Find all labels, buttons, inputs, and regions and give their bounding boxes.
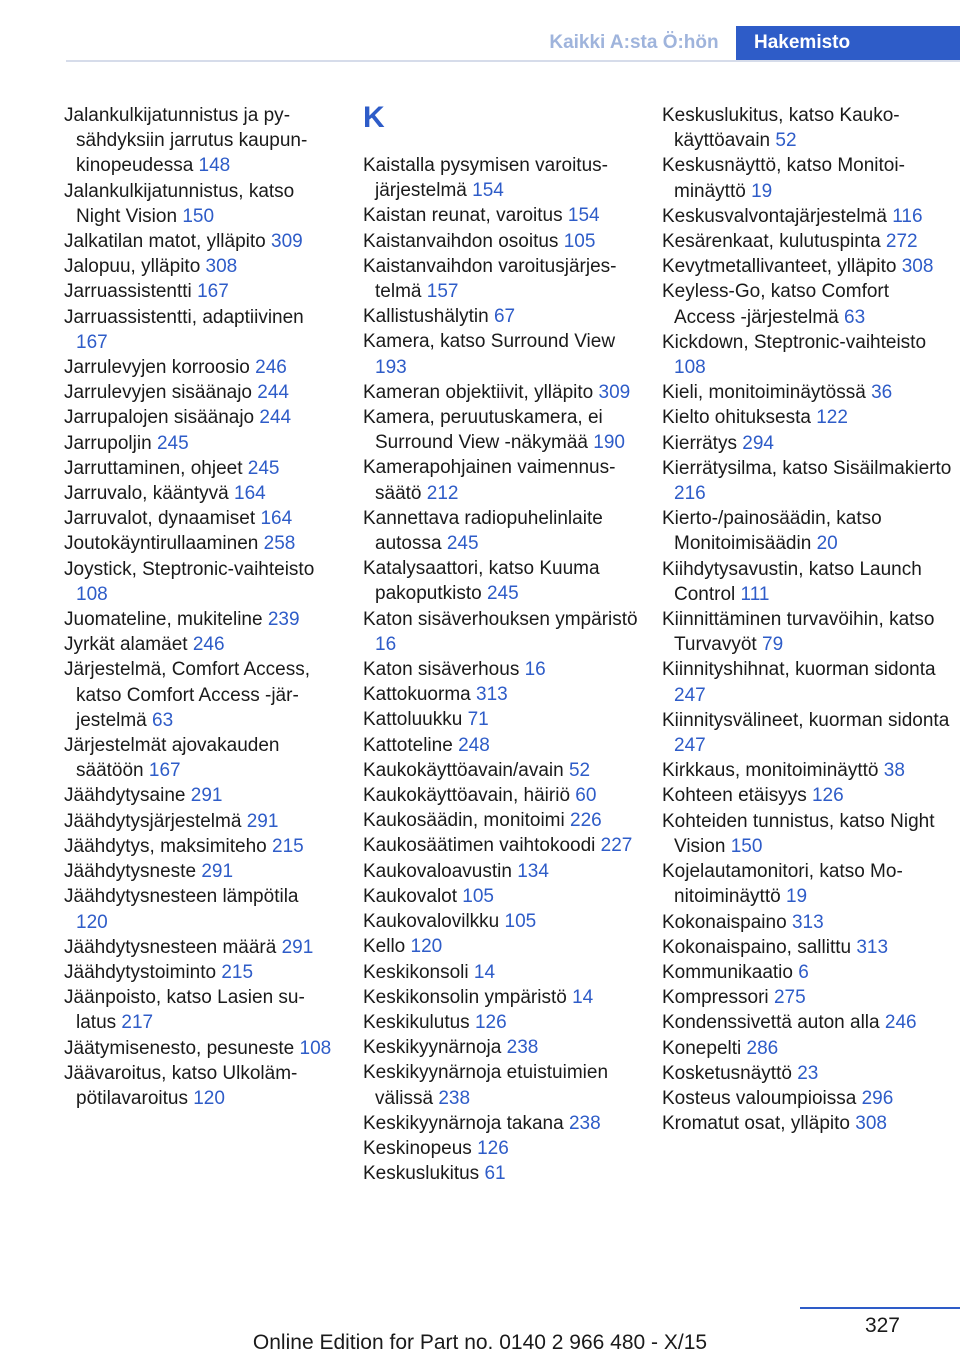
index-entry-text: Katon sisäverhous — [363, 659, 520, 681]
index-entry-text: Kesärenkaat, kulutuspinta — [662, 231, 881, 253]
index-entry-text: Järjestelmät ajovakauden säätöön — [64, 735, 280, 782]
index-page-link[interactable]: 148 — [198, 155, 231, 177]
index-page-link[interactable]: 291 — [246, 810, 279, 832]
index-entry-text: Jyrkät alamäet — [64, 634, 188, 656]
index-column-2 — [363, 103, 648, 1186]
index-entry-text: Keskikonsoli — [363, 961, 469, 983]
index-entry — [662, 456, 954, 506]
index-entry — [64, 229, 334, 254]
index-page-link[interactable]: 167 — [148, 760, 181, 782]
index-entry-text: Kaukokäyttöavain, häiriö — [363, 785, 571, 807]
index-entry — [64, 834, 334, 859]
index-page-link[interactable]: 126 — [811, 785, 844, 807]
index-entry — [662, 960, 954, 985]
index-entry-text: Kannettava radiopuhelinlaite autossa — [363, 507, 603, 555]
index-entry — [662, 103, 954, 153]
index-letter-heading: K — [363, 101, 385, 134]
section-tab[interactable]: Kaikki A:sta Ö:hön — [549, 32, 719, 53]
index-entry — [662, 910, 954, 935]
index-page-link[interactable]: 215 — [272, 835, 304, 857]
index-entry — [64, 456, 334, 481]
index-entry-text: Kokonaispaino — [662, 911, 787, 933]
index-entry — [363, 254, 648, 304]
index-page-link[interactable]: 244 — [259, 407, 292, 429]
footer-divider — [800, 1307, 960, 1309]
index-page-link[interactable]: 245 — [486, 583, 519, 605]
index-entry — [363, 1136, 648, 1161]
index-page-link[interactable]: 120 — [193, 1087, 225, 1109]
index-page-link[interactable]: 272 — [885, 231, 918, 253]
index-page-link[interactable]: 105 — [563, 230, 596, 252]
index-page-link[interactable]: 126 — [474, 1011, 507, 1033]
index-page-link[interactable]: 150 — [182, 205, 215, 227]
index-entry-text: Jäähdytysaine — [64, 785, 186, 807]
index-entry-text: Kattoteline — [363, 734, 453, 756]
index-entry — [662, 1061, 954, 1086]
index-page-link[interactable]: 16 — [524, 659, 546, 681]
index-entry — [64, 733, 334, 783]
index-entry — [363, 380, 648, 405]
index-entry — [64, 305, 334, 355]
index-entry-text: Kaistalla pysymisen varoitusjärjestelmä — [363, 155, 608, 202]
index-entry-text: Kromatut osat, ylläpito — [662, 1113, 850, 1135]
index-page-link[interactable]: 238 — [506, 1037, 539, 1059]
index-entry-text: Keskusnäyttö, katso Monitoiminäyttö — [662, 155, 905, 202]
index-page-link[interactable]: 105 — [462, 885, 494, 907]
index-page-link[interactable]: 120 — [410, 936, 443, 958]
index-page-link[interactable]: 16 — [375, 633, 397, 655]
index-page-link[interactable]: 108 — [299, 1037, 332, 1059]
index-entry — [64, 405, 334, 430]
index-page-link[interactable]: 19 — [785, 886, 808, 908]
index-entry — [64, 481, 334, 506]
index-entry-text: Jäätymisenesto, pesuneste — [64, 1037, 295, 1059]
index-entry — [64, 431, 334, 456]
index-entry — [64, 632, 334, 657]
index-entry-text: Kosketusnäyttö — [662, 1062, 792, 1084]
index-entry — [662, 380, 954, 405]
index-entry-text: Keskikyynärnoja takana — [363, 1112, 564, 1134]
index-page-link[interactable]: 238 — [438, 1087, 471, 1109]
index-page-link[interactable]: 308 — [205, 256, 238, 278]
index-entry — [64, 960, 334, 985]
index-entry — [662, 431, 954, 456]
index-page-link[interactable]: 245 — [446, 533, 479, 555]
index-page-link[interactable]: 226 — [570, 810, 602, 832]
index-page-link[interactable]: 246 — [255, 357, 287, 379]
index-page-link[interactable]: 193 — [375, 356, 407, 378]
index-entry — [363, 1060, 648, 1110]
index-entry-text: Jarrupalojen sisäänajo — [64, 407, 255, 429]
index-entry-text: Kamera, katso Surround View — [363, 331, 616, 353]
index-page-link[interactable]: 244 — [257, 382, 289, 404]
index-page-link[interactable]: 190 — [593, 432, 625, 454]
index-entry-text: Kaistanvaihdon varoitusjärjestelmä — [363, 255, 617, 303]
index-entry-text: Jalankulkijatunnistus, katso Night Vision — [64, 180, 295, 227]
index-entry-text: Juomateline, mukiteline — [64, 609, 263, 631]
index-entry-text: Kaistanvaihdon osoitus — [363, 230, 559, 252]
index-page-link[interactable]: 134 — [517, 860, 549, 882]
header-divider — [66, 60, 960, 62]
index-page-link[interactable]: 157 — [426, 281, 459, 303]
index-entry-text: Jäähdytysnesteen lämpötila — [64, 886, 299, 908]
index-entry — [662, 1010, 954, 1035]
index-page-link[interactable]: 246 — [884, 1012, 917, 1034]
index-page-link[interactable]: 120 — [76, 911, 108, 933]
index-page-link[interactable]: 275 — [773, 987, 806, 1009]
index-entry-text: Kallistushälytin — [363, 306, 489, 328]
index-page-link[interactable]: 108 — [76, 583, 108, 605]
index-entry-text: Keskikyynärnoja — [363, 1037, 502, 1059]
index-entry-text: Katon sisäverhouksen ympäristö — [363, 608, 638, 630]
index-page-link[interactable]: 52 — [568, 759, 591, 781]
index-entry-text: Jäähdytystoiminto — [64, 961, 217, 983]
index-entry — [64, 355, 334, 380]
index-page-link[interactable]: 309 — [271, 231, 303, 253]
index-entry — [363, 682, 648, 707]
index-entry — [363, 985, 648, 1010]
index-entry — [363, 909, 648, 934]
index-entry — [662, 204, 954, 229]
index-entry-text: Kameran objektiivit, ylläpito — [363, 381, 594, 403]
index-column-1 — [64, 103, 334, 1111]
index-entry-text: Kiinnittäminen turvavöihin, katso Turvavyöt — [662, 609, 935, 656]
index-entry — [64, 607, 334, 632]
index-page-link[interactable]: 296 — [861, 1087, 894, 1109]
index-entry — [662, 229, 954, 254]
index-page-link[interactable]: 111 — [740, 583, 770, 605]
index-entry-text: Jäähdytysjärjestelmä — [64, 810, 242, 832]
index-page-link[interactable]: 247 — [674, 684, 706, 706]
index-entry-text: Jäävaroitus, katso Ulkolämpötilavaroitus — [64, 1062, 298, 1109]
index-entry — [64, 1061, 334, 1111]
index-page-link[interactable]: 122 — [816, 407, 848, 429]
index-entry-text: Kompressori — [662, 987, 769, 1009]
index-entry-text: Kiihdytysavustin, katso Launch Control — [662, 558, 922, 605]
index-page-link[interactable]: 215 — [221, 961, 254, 983]
index-entry-text: Jarruassistentti, adaptiivinen — [64, 306, 304, 328]
index-entry-text: Keskuslukitus — [363, 1163, 480, 1185]
index-entry-text: Keskinopeus — [363, 1137, 472, 1159]
index-page-link[interactable]: 238 — [568, 1112, 601, 1134]
index-page-link[interactable]: 291 — [281, 936, 314, 958]
index-entry — [363, 506, 648, 556]
index-entry — [363, 833, 648, 858]
index-page-link[interactable]: 14 — [473, 961, 496, 983]
index-page-link[interactable]: 291 — [190, 785, 223, 807]
index-page-link[interactable]: 291 — [201, 861, 234, 883]
index-entry — [662, 330, 954, 380]
index-entry — [64, 935, 334, 960]
index-entry — [363, 934, 648, 959]
index-entry — [64, 809, 334, 834]
index-entry-text: Kierto-/painosäädin, katso Monitoimisäädin — [662, 508, 882, 555]
index-entry-text: Kosteus valoumpioissa — [662, 1087, 857, 1109]
index-entry — [64, 103, 334, 179]
index-entry — [64, 557, 334, 607]
index-entry-text: Kaukovalovilkku — [363, 911, 500, 933]
index-entry — [662, 657, 954, 707]
index-page-link[interactable]: 258 — [263, 533, 296, 555]
index-entry — [363, 1010, 648, 1035]
index-page-link[interactable]: 313 — [791, 911, 824, 933]
index-entry — [363, 556, 648, 606]
index-entry-text: Kirkkaus, monitoiminäyttö — [662, 760, 879, 782]
index-entry — [662, 557, 954, 607]
index-entry-text: Keyless-Go, katso Comfort Access -järjestelmä — [662, 281, 890, 328]
index-page-link[interactable]: 79 — [762, 634, 784, 656]
index-entry — [662, 859, 954, 909]
index-entry-text: Kevytmetallivanteet, ylläpito — [662, 256, 897, 278]
index-entry-text: Kaukosäätimen vaihtokoodi — [363, 835, 596, 857]
index-page-link[interactable]: 154 — [472, 180, 504, 202]
index-entry-text: Jarrulevyjen sisäänajo — [64, 382, 252, 404]
index-entry-text: Kommunikaatio — [662, 961, 793, 983]
index-entry-text: Jäänpoisto, katso Lasien sulatus — [64, 987, 305, 1034]
index-page-link[interactable]: 19 — [751, 180, 773, 202]
index-entry — [64, 531, 334, 556]
index-entry — [662, 758, 954, 783]
page-number: 327 — [864, 1314, 900, 1337]
index-page-link[interactable]: 313 — [856, 936, 889, 958]
index-page-link[interactable]: 36 — [871, 382, 893, 404]
index-entry — [662, 1086, 954, 1111]
index-entry-text: Kieli, monitoiminäytössä — [662, 382, 866, 404]
index-entry-text: Keskikonsolin ympäristö — [363, 986, 567, 1008]
index-page-link[interactable]: 164 — [234, 483, 266, 505]
index-page-link[interactable]: 212 — [426, 482, 459, 504]
index-entry — [363, 733, 648, 758]
edition-text: Online Edition for Part no. 0140 2 966 480 - X/15 — [252, 1331, 708, 1354]
index-entry — [662, 708, 954, 758]
index-page-link[interactable]: 23 — [797, 1062, 819, 1084]
index-page-link[interactable]: 6 — [798, 961, 809, 983]
index-page-link[interactable]: 38 — [883, 760, 905, 782]
index-entry — [662, 1036, 954, 1061]
index-entry — [64, 254, 334, 279]
index-entry — [363, 229, 648, 254]
index-page-link[interactable]: 67 — [493, 306, 516, 328]
index-entry — [363, 607, 648, 657]
index-entry — [363, 758, 648, 783]
index-entry-text: Keskuslukitus, katso Kaukokäyttöavain — [662, 105, 900, 152]
index-entry — [64, 279, 334, 304]
index-entry-text: Joystick, Steptronic-vaihteisto — [64, 558, 315, 580]
index-page-link[interactable]: 116 — [892, 205, 923, 227]
index-entry-text: Kaukovalot — [363, 885, 458, 907]
index-page-link[interactable]: 248 — [458, 734, 490, 756]
index-page-link[interactable]: 167 — [76, 331, 108, 353]
index-page-link[interactable]: 245 — [156, 432, 189, 454]
index-page-link[interactable]: 52 — [775, 130, 797, 152]
index-entry-text: Keskusvalvontajärjestelmä — [662, 205, 887, 227]
index-entry — [64, 884, 334, 934]
index-page-link[interactable]: 20 — [816, 533, 838, 555]
index-entry-text: Kamerapohjainen vaimennussäätö — [363, 457, 616, 504]
index-entry — [662, 985, 954, 1010]
index-entry-text: Jalopuu, ylläpito — [64, 256, 201, 278]
index-entry — [363, 657, 648, 682]
index-entry-text: Jäähdytysnesteen määrä — [64, 936, 277, 958]
index-entry — [363, 783, 648, 808]
index-entry — [363, 304, 648, 329]
index-page-link[interactable]: 14 — [572, 986, 594, 1008]
index-tab[interactable]: Hakemisto — [736, 26, 960, 60]
index-page-link[interactable]: 61 — [484, 1163, 506, 1185]
index-column-3 — [662, 103, 954, 1136]
index-page-link[interactable]: 63 — [152, 709, 174, 731]
index-entry — [363, 455, 648, 505]
index-page-link[interactable]: 60 — [575, 785, 597, 807]
index-page-link[interactable]: 227 — [600, 835, 633, 857]
index-entry-text: Kohteen etäisyys — [662, 785, 807, 807]
index-entry-text: Kierrätys — [662, 432, 737, 454]
index-page-link[interactable]: 217 — [121, 1012, 154, 1034]
index-page-link[interactable]: 245 — [247, 457, 280, 479]
index-entry-text: Kojelautamonitori, katso Monitoiminäyttö — [662, 861, 903, 908]
index-entry — [363, 859, 648, 884]
index-entry — [363, 153, 648, 203]
index-entry — [363, 707, 648, 732]
index-entry — [363, 1161, 648, 1186]
index-entry-text: Järjestelmä, Comfort Access, katso Comfort Access -järjestelmä — [64, 659, 311, 731]
index-page-link[interactable]: 154 — [567, 205, 600, 227]
index-entry-text: Jarruvalo, kääntyvä — [64, 483, 229, 505]
index-page-link[interactable]: 71 — [467, 709, 489, 731]
index-entry — [363, 884, 648, 909]
index-entry-text: Konepelti — [662, 1037, 742, 1059]
index-page-link[interactable]: 309 — [598, 381, 631, 403]
index-page-link[interactable]: 294 — [742, 432, 774, 454]
index-entry-text: Kokonaispaino, sallittu — [662, 936, 852, 958]
index-entry-text: Jarrulevyjen korroosio — [64, 357, 250, 379]
index-entry — [363, 203, 648, 228]
index-entry-text: Kaistan reunat, varoitus — [363, 205, 563, 227]
index-entry — [662, 607, 954, 657]
index-entry-text: Keskikyynärnoja etuistuimien välissä — [363, 1062, 609, 1109]
index-entry — [662, 254, 954, 279]
index-entry-text: Kiinnityshihnat, kuorman sidonta — [662, 659, 936, 681]
index-page-link[interactable]: 246 — [192, 634, 225, 656]
index-entry-text: Jarruassistentti — [64, 281, 192, 303]
index-entry — [64, 657, 334, 733]
index-entry-text: Jäähdytysneste — [64, 861, 197, 883]
index-entry-text: Jalkatilan matot, ylläpito — [64, 231, 266, 253]
index-page-link[interactable]: 164 — [260, 508, 293, 530]
index-entry — [363, 1111, 648, 1136]
index-entry — [662, 935, 954, 960]
index-entry-text: Kiinnitysvälineet, kuorman sidonta — [662, 709, 950, 731]
index-entry — [64, 380, 334, 405]
index-page-link[interactable]: 63 — [844, 306, 866, 328]
index-entry — [363, 405, 648, 455]
index-entry-text: Katalysaattori, katso Kuuma pakoputkisto — [363, 558, 600, 605]
index-entry — [662, 279, 954, 329]
index-page-link[interactable]: 286 — [746, 1037, 779, 1059]
index-entry-text: Kaukokäyttöavain/avain — [363, 759, 564, 781]
index-entry-text: Joutokäyntirullaaminen — [64, 533, 259, 555]
index-page-link[interactable]: 308 — [855, 1113, 887, 1135]
index-entry — [662, 506, 954, 556]
index-entry — [64, 783, 334, 808]
index-entry — [64, 179, 334, 229]
index-entry-text: Kondenssivettä auton alla — [662, 1012, 880, 1034]
index-entry-text: Keskikulutus — [363, 1011, 470, 1033]
index-entry — [363, 329, 648, 379]
index-entry-text: Jarruvalot, dynaamiset — [64, 508, 256, 530]
index-entry — [662, 783, 954, 808]
index-page-link[interactable]: 126 — [477, 1137, 509, 1159]
index-entry-text: Kickdown, Steptronic-vaihteisto — [662, 331, 927, 353]
index-entry-text: Kamera, peruutuskamera, ei Surround View -näkymää — [363, 407, 603, 454]
index-page-link[interactable]: 239 — [267, 609, 300, 631]
index-entry-text: Kohteiden tunnistus, katso Night Vision — [662, 810, 935, 857]
index-page-link[interactable]: 313 — [476, 684, 508, 706]
index-entry — [64, 1036, 334, 1061]
index-entry — [662, 153, 954, 203]
index-entry — [662, 1111, 954, 1136]
index-page-link[interactable]: 108 — [674, 357, 706, 379]
index-page-link[interactable]: 167 — [197, 281, 229, 303]
index-page-link[interactable]: 150 — [730, 835, 763, 857]
index-entry-text: Kierrätysilma, katso Sisäilmakierto — [662, 457, 952, 479]
index-entry — [363, 960, 648, 985]
index-entry — [64, 985, 334, 1035]
index-page-link[interactable]: 308 — [901, 256, 934, 278]
index-entry-text: Kielto ohituksesta — [662, 407, 811, 429]
index-entry — [64, 506, 334, 531]
index-entry-text: Kello — [363, 936, 406, 958]
index-entry — [363, 808, 648, 833]
index-entry-text: Jalankulkijatunnistus ja pysähdyksiin jarrutus kaupunkinopeudessa — [64, 105, 308, 177]
index-entry — [363, 1035, 648, 1060]
index-entry — [64, 859, 334, 884]
index-page-link[interactable]: 105 — [504, 911, 537, 933]
index-entry — [662, 405, 954, 430]
index-entry-text: Jarrupoljin — [64, 432, 152, 454]
index-entry-text: Jarruttaminen, ohjeet — [64, 457, 243, 479]
index-entry-text: Kaukosäädin, monitoimi — [363, 810, 565, 832]
index-entry-text: Kattoluukku — [363, 709, 463, 731]
index-entry-text: Kattokuorma — [363, 684, 471, 706]
index-entry — [662, 809, 954, 859]
index-entry-text: Jäähdytys, maksimiteho — [64, 835, 267, 857]
index-page-link[interactable]: 247 — [674, 735, 706, 757]
index-page-link[interactable]: 216 — [674, 483, 706, 505]
index-entry-text: Kaukovaloavustin — [363, 860, 512, 882]
